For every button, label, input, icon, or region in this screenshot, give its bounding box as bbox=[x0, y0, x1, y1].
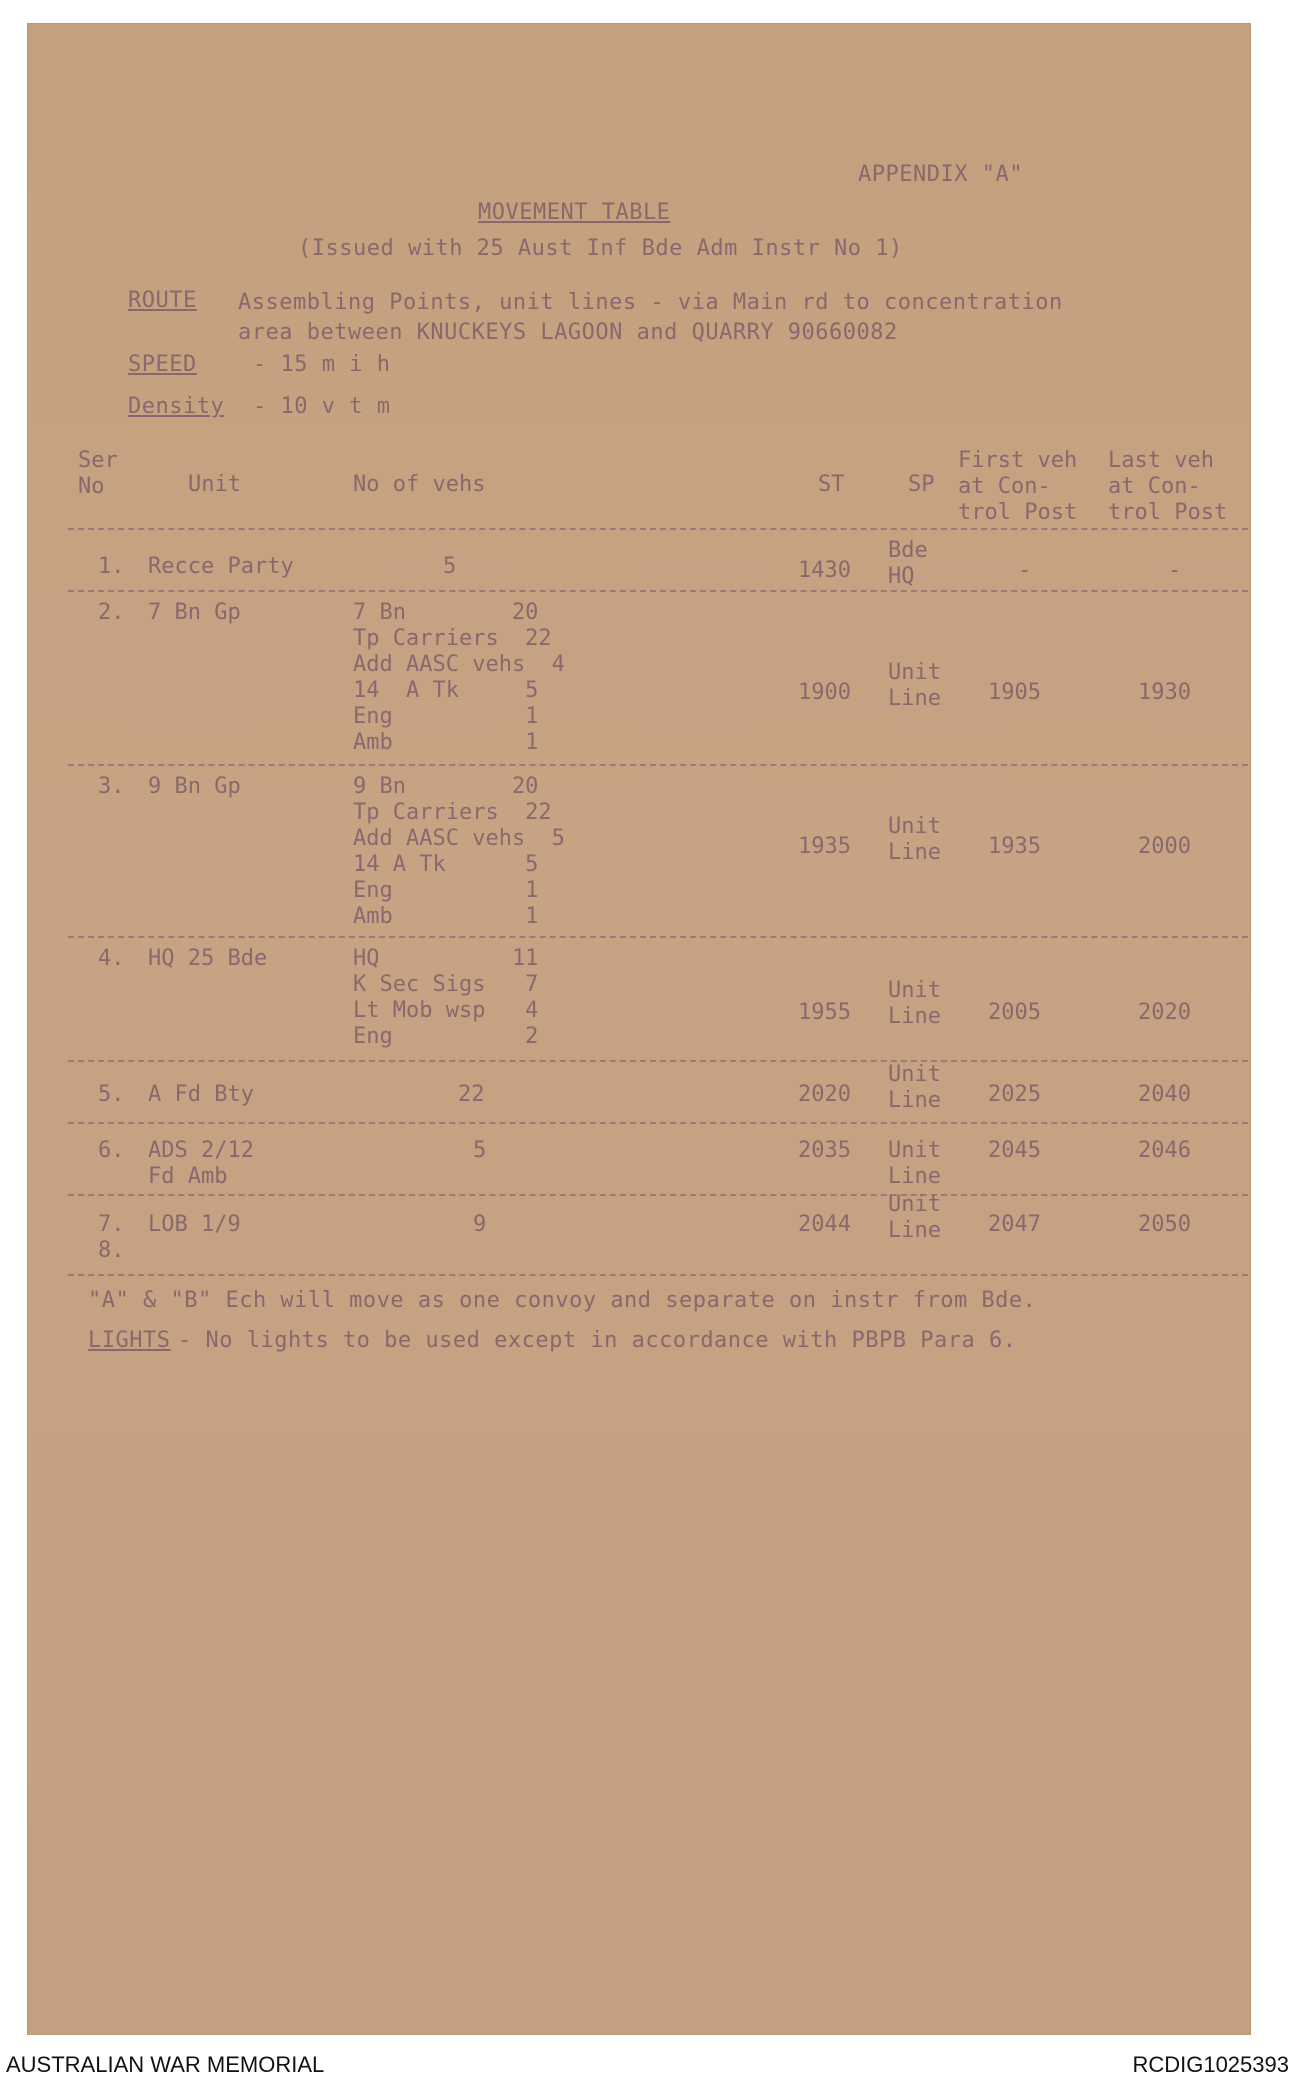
row-sp: Unit Line bbox=[888, 1138, 941, 1189]
table-row bbox=[68, 1132, 1248, 1192]
row-rule bbox=[68, 936, 1248, 938]
header-unit: Unit bbox=[188, 472, 241, 497]
archive-footer bbox=[0, 2044, 1297, 2082]
lights-note: - No lights to be used except in accordance with PBPB Para 6. bbox=[178, 1328, 1017, 1353]
row-st: 1955 bbox=[798, 1000, 851, 1025]
row-last: 2050 bbox=[1138, 1212, 1191, 1237]
row-rule bbox=[68, 1060, 1248, 1062]
row-no: 3. bbox=[98, 774, 125, 799]
row-unit: LOB 1/9 bbox=[148, 1212, 241, 1237]
row-last: - bbox=[1168, 558, 1182, 583]
row-sp: Unit Line bbox=[888, 978, 941, 1029]
header-ser: Ser No bbox=[78, 448, 118, 499]
row-unit: 9 Bn Gp bbox=[148, 774, 241, 799]
row-no: 2. bbox=[98, 600, 125, 625]
appendix-label: APPENDIX "A" bbox=[858, 162, 1023, 187]
row-vehs: HQ 11 K Sec Sigs 7 Lt Mob wsp 4 Eng 2 bbox=[353, 946, 539, 1049]
row-sp: Unit Line bbox=[888, 1192, 941, 1243]
header-st: ST bbox=[818, 472, 845, 497]
table-row bbox=[68, 774, 1248, 934]
row-sp: Unit Line bbox=[888, 660, 941, 711]
row-no: 7. 8. bbox=[98, 1212, 125, 1263]
row-st: 1935 bbox=[798, 834, 851, 859]
row-vehs: 5 bbox=[473, 1138, 487, 1163]
row-st: 1430 bbox=[798, 558, 851, 583]
row-st: 1900 bbox=[798, 680, 851, 705]
row-first: 1905 bbox=[988, 680, 1041, 705]
row-rule bbox=[68, 764, 1248, 766]
archive-id: RCDIG1025393 bbox=[1132, 2052, 1289, 2077]
row-st: 2020 bbox=[798, 1082, 851, 1107]
row-last: 1930 bbox=[1138, 680, 1191, 705]
row-last: 2040 bbox=[1138, 1082, 1191, 1107]
row-rule bbox=[68, 1194, 1248, 1196]
row-last: 2020 bbox=[1138, 1000, 1191, 1025]
row-no: 5. bbox=[98, 1082, 125, 1107]
row-last: 2046 bbox=[1138, 1138, 1191, 1163]
row-no: 1. bbox=[98, 554, 125, 579]
issued-line: (Issued with 25 Aust Inf Bde Adm Instr No 1) bbox=[298, 236, 903, 261]
row-vehs: 9 bbox=[473, 1212, 487, 1237]
speed-label: SPEED bbox=[128, 352, 197, 377]
row-rule bbox=[68, 1122, 1248, 1124]
document-sheet bbox=[28, 24, 1250, 2034]
speed-value: - 15 m i h bbox=[253, 352, 391, 377]
row-no: 4. bbox=[98, 946, 125, 971]
row-vehs: 7 Bn 20 Tp Carriers 22 Add AASC vehs 4 14 A Tk 5 Eng 1 Amb 1 bbox=[353, 600, 565, 755]
table-row bbox=[68, 1062, 1248, 1120]
row-unit: A Fd Bty bbox=[148, 1082, 254, 1107]
row-sp: Unit Line bbox=[888, 814, 941, 865]
row-no: 6. bbox=[98, 1138, 125, 1163]
row-first: - bbox=[1018, 558, 1032, 583]
row-unit: HQ 25 Bde bbox=[148, 946, 268, 971]
row-sp: Unit Line bbox=[888, 1062, 941, 1113]
header-rule bbox=[68, 528, 1248, 530]
row-unit: ADS 2/12 Fd Amb bbox=[148, 1138, 254, 1189]
route-text: Assembling Points, unit lines - via Main rd to concentration area between KNUCKEYS LAGOON and QUARRY 90660082 bbox=[238, 290, 1063, 345]
row-vehs: 9 Bn 20 Tp Carriers 22 Add AASC vehs 5 14 A Tk 5 Eng 1 Amb 1 bbox=[353, 774, 565, 929]
archive-name: AUSTRALIAN WAR MEMORIAL bbox=[6, 2052, 325, 2077]
row-first: 2005 bbox=[988, 1000, 1041, 1025]
table-row bbox=[68, 538, 1248, 589]
route-label: ROUTE bbox=[128, 288, 197, 313]
row-vehs: 22 bbox=[458, 1082, 485, 1107]
table-row bbox=[68, 1192, 1248, 1270]
density-label: Density bbox=[128, 394, 225, 419]
header-vehs: No of vehs bbox=[353, 472, 486, 497]
row-sp: Bde HQ bbox=[888, 538, 928, 589]
row-first: 1935 bbox=[988, 834, 1041, 859]
row-first: 2025 bbox=[988, 1082, 1041, 1107]
header-last-veh: Last veh at Con- trol Post bbox=[1108, 448, 1228, 525]
row-vehs: 5 bbox=[443, 554, 457, 579]
density-value: - 10 v t m bbox=[253, 394, 391, 419]
table-row bbox=[68, 946, 1248, 1056]
row-rule bbox=[68, 590, 1248, 592]
document-title: MOVEMENT TABLE bbox=[478, 200, 671, 225]
row-first: 2047 bbox=[988, 1212, 1041, 1237]
row-first: 2045 bbox=[988, 1138, 1041, 1163]
convoy-note: "A" & "B" Ech will move as one convoy and separate on instr from Bde. bbox=[88, 1288, 1037, 1313]
header-sp: SP bbox=[908, 472, 935, 497]
row-unit: 7 Bn Gp bbox=[148, 600, 241, 625]
row-last: 2000 bbox=[1138, 834, 1191, 859]
row-unit: Recce Party bbox=[148, 554, 294, 579]
row-rule bbox=[68, 1274, 1248, 1276]
row-st: 2044 bbox=[798, 1212, 851, 1237]
header-first-veh: First veh at Con- trol Post bbox=[958, 448, 1078, 525]
table-row bbox=[68, 600, 1248, 760]
lights-label: LIGHTS bbox=[88, 1328, 171, 1353]
row-st: 2035 bbox=[798, 1138, 851, 1163]
